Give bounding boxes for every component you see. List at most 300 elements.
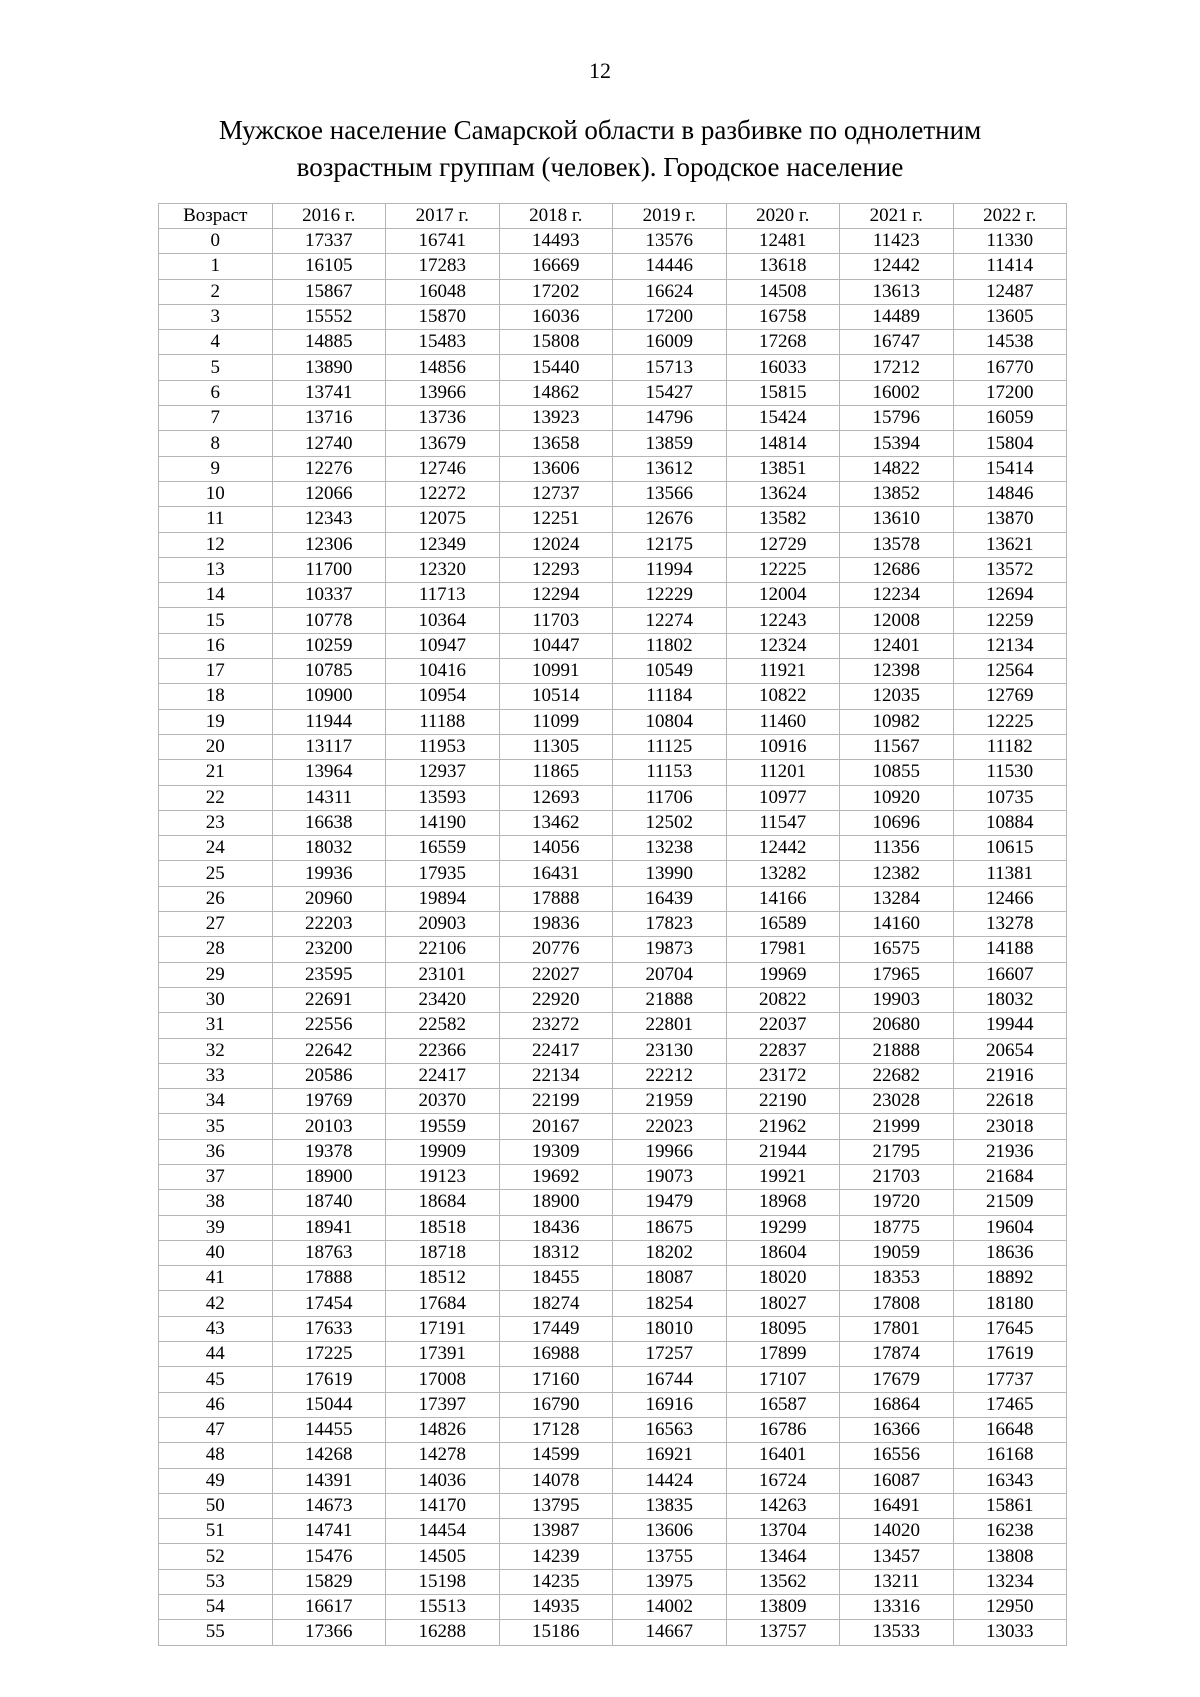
population-cell: 12134: [953, 633, 1067, 658]
population-cell: 17397: [386, 1392, 500, 1417]
population-cell: 13851: [726, 456, 840, 481]
population-cell: 17465: [953, 1392, 1067, 1417]
population-cell: 18087: [613, 1266, 727, 1291]
population-cell: 16036: [499, 304, 613, 329]
population-cell: 22203: [272, 912, 386, 937]
population-cell: 13624: [726, 481, 840, 506]
age-cell: 4: [159, 330, 273, 355]
population-cell: 12251: [499, 507, 613, 532]
age-cell: 53: [159, 1569, 273, 1594]
population-cell: 18775: [840, 1215, 954, 1240]
population-cell: 19720: [840, 1190, 954, 1215]
age-cell: 47: [159, 1417, 273, 1442]
population-cell: 14489: [840, 304, 954, 329]
table-row: [159, 279, 1067, 304]
population-cell: 17888: [499, 886, 613, 911]
table-row: [159, 1342, 1067, 1367]
population-cell: 14166: [726, 886, 840, 911]
population-cell: 19836: [499, 912, 613, 937]
population-cell: 12229: [613, 583, 727, 608]
population-cell: 10954: [386, 684, 500, 709]
age-cell: 11: [159, 507, 273, 532]
population-cell: 13606: [613, 1519, 727, 1544]
table-row: [159, 481, 1067, 506]
population-cell: 12740: [272, 431, 386, 456]
title-line-1: Мужское население Самарской области в разбивке по однолетним: [218, 115, 982, 145]
table-row: [159, 1215, 1067, 1240]
population-cell: 13578: [840, 532, 954, 557]
age-cell: 33: [159, 1063, 273, 1088]
population-cell: 12306: [272, 532, 386, 557]
population-cell: 13566: [613, 481, 727, 506]
population-cell: 15414: [953, 456, 1067, 481]
population-cell: 11567: [840, 734, 954, 759]
population-cell: 13582: [726, 507, 840, 532]
population-cell: 10920: [840, 785, 954, 810]
table-row: [159, 456, 1067, 481]
population-cell: 12481: [726, 229, 840, 254]
population-cell: 18900: [499, 1190, 613, 1215]
population-cell: 20776: [499, 937, 613, 962]
population-cell: 18636: [953, 1240, 1067, 1265]
table-row: [159, 1493, 1067, 1518]
table-body: [159, 229, 1067, 1646]
table-row: [159, 1240, 1067, 1265]
population-cell: 21684: [953, 1164, 1067, 1189]
table-row: [159, 1038, 1067, 1063]
population-cell: 16009: [613, 330, 727, 355]
table-row: [159, 962, 1067, 987]
population-cell: 21916: [953, 1063, 1067, 1088]
table-row: [159, 1569, 1067, 1594]
population-cell: 12466: [953, 886, 1067, 911]
age-cell: 51: [159, 1519, 273, 1544]
table-row: [159, 836, 1067, 861]
population-cell: 22106: [386, 937, 500, 962]
title-line-2: возрастным группам (человек). Городское население: [296, 152, 904, 182]
table-row: [159, 1544, 1067, 1569]
population-cell: 16288: [386, 1620, 500, 1645]
age-cell: 10: [159, 481, 273, 506]
population-cell: 21999: [840, 1114, 954, 1139]
population-cell: 12693: [499, 785, 613, 810]
population-cell: 18968: [726, 1190, 840, 1215]
age-cell: 6: [159, 380, 273, 405]
population-cell: 16439: [613, 886, 727, 911]
population-cell: 10549: [613, 659, 727, 684]
age-cell: 12: [159, 532, 273, 557]
age-cell: 32: [159, 1038, 273, 1063]
population-cell: 14239: [499, 1544, 613, 1569]
population-cell: 21888: [840, 1038, 954, 1063]
population-cell: 13316: [840, 1595, 954, 1620]
population-cell: 13923: [499, 406, 613, 431]
population-cell: 18027: [726, 1291, 840, 1316]
age-cell: 15: [159, 608, 273, 633]
table-row: [159, 1367, 1067, 1392]
population-cell: 14170: [386, 1493, 500, 1518]
age-cell: 16: [159, 633, 273, 658]
population-cell: 20586: [272, 1063, 386, 1088]
population-cell: 18032: [272, 836, 386, 861]
population-cell: 18254: [613, 1291, 727, 1316]
population-cell: 11802: [613, 633, 727, 658]
population-cell: 11182: [953, 734, 1067, 759]
population-cell: 14935: [499, 1595, 613, 1620]
population-cell: 18900: [272, 1164, 386, 1189]
table-row: [159, 1139, 1067, 1164]
population-cell: 16988: [499, 1342, 613, 1367]
age-cell: 40: [159, 1240, 273, 1265]
age-cell: 30: [159, 987, 273, 1012]
population-cell: 13990: [613, 861, 727, 886]
population-cell: 10855: [840, 760, 954, 785]
population-cell: 13741: [272, 380, 386, 405]
population-cell: 17008: [386, 1367, 500, 1392]
population-cell: 11125: [613, 734, 727, 759]
table-row: [159, 684, 1067, 709]
population-cell: 20370: [386, 1089, 500, 1114]
population-cell: 12293: [499, 557, 613, 582]
population-cell: 13757: [726, 1620, 840, 1645]
population-cell: 12398: [840, 659, 954, 684]
population-cell: 16556: [840, 1443, 954, 1468]
population-cell: 17212: [840, 355, 954, 380]
population-cell: 17619: [953, 1342, 1067, 1367]
population-cell: 19123: [386, 1164, 500, 1189]
population-cell: 13852: [840, 481, 954, 506]
population-cell: 16575: [840, 937, 954, 962]
population-cell: 12320: [386, 557, 500, 582]
population-cell: 16747: [840, 330, 954, 355]
population-cell: 22027: [499, 962, 613, 987]
age-cell: 28: [159, 937, 273, 962]
population-cell: 11921: [726, 659, 840, 684]
population-cell: 20654: [953, 1038, 1067, 1063]
population-cell: 20822: [726, 987, 840, 1012]
age-cell: 43: [159, 1316, 273, 1341]
population-cell: 12008: [840, 608, 954, 633]
population-cell: 22691: [272, 987, 386, 1012]
table-row: [159, 1417, 1067, 1442]
population-cell: 14446: [613, 254, 727, 279]
population-cell: 14538: [953, 330, 1067, 355]
population-cell: 16401: [726, 1443, 840, 1468]
population-cell: 13278: [953, 912, 1067, 937]
population-cell: 17823: [613, 912, 727, 937]
age-cell: 23: [159, 810, 273, 835]
population-cell: 16758: [726, 304, 840, 329]
population-cell: 22366: [386, 1038, 500, 1063]
population-cell: 23028: [840, 1089, 954, 1114]
population-cell: 14160: [840, 912, 954, 937]
population-cell: 17283: [386, 254, 500, 279]
population-cell: 12737: [499, 481, 613, 506]
population-cell: 13870: [953, 507, 1067, 532]
population-cell: 19378: [272, 1139, 386, 1164]
age-cell: 42: [159, 1291, 273, 1316]
table-row: [159, 1190, 1067, 1215]
population-cell: 11305: [499, 734, 613, 759]
population-cell: 17449: [499, 1316, 613, 1341]
column-header-age: Возраст: [159, 204, 273, 229]
population-cell: 17874: [840, 1342, 954, 1367]
population-cell: 16669: [499, 254, 613, 279]
age-cell: 50: [159, 1493, 273, 1518]
population-cell: 12175: [613, 532, 727, 557]
population-cell: 16724: [726, 1468, 840, 1493]
population-cell: 17202: [499, 279, 613, 304]
population-cell: 14036: [386, 1468, 500, 1493]
age-cell: 3: [159, 304, 273, 329]
population-cell: 18941: [272, 1215, 386, 1240]
age-cell: 1: [159, 254, 273, 279]
table-row: [159, 861, 1067, 886]
population-cell: 12502: [613, 810, 727, 835]
column-header-year: 2020 г.: [726, 204, 840, 229]
population-cell: 18020: [726, 1266, 840, 1291]
population-cell: 21795: [840, 1139, 954, 1164]
population-cell: 10884: [953, 810, 1067, 835]
population-cell: 13987: [499, 1519, 613, 1544]
population-cell: 14311: [272, 785, 386, 810]
population-cell: 15804: [953, 431, 1067, 456]
population-cell: 17633: [272, 1316, 386, 1341]
population-cell: 15427: [613, 380, 727, 405]
table-row: [159, 1089, 1067, 1114]
population-cell: 10364: [386, 608, 500, 633]
age-cell: 9: [159, 456, 273, 481]
table-row: [159, 937, 1067, 962]
population-cell: 13975: [613, 1569, 727, 1594]
population-cell: 22837: [726, 1038, 840, 1063]
population-cell: 10259: [272, 633, 386, 658]
population-cell: 22037: [726, 1013, 840, 1038]
age-cell: 27: [159, 912, 273, 937]
population-cell: 12401: [840, 633, 954, 658]
age-cell: 54: [159, 1595, 273, 1620]
population-cell: 10804: [613, 709, 727, 734]
population-cell: 16587: [726, 1392, 840, 1417]
population-cell: 11184: [613, 684, 727, 709]
population-cell: 16238: [953, 1519, 1067, 1544]
population-cell: 18512: [386, 1266, 500, 1291]
population-cell: 14235: [499, 1569, 613, 1594]
population-cell: 18095: [726, 1316, 840, 1341]
population-cell: 16431: [499, 861, 613, 886]
population-cell: 19903: [840, 987, 954, 1012]
population-cell: 12276: [272, 456, 386, 481]
population-cell: 17684: [386, 1291, 500, 1316]
population-cell: 10514: [499, 684, 613, 709]
population-cell: 12950: [953, 1595, 1067, 1620]
population-cell: 17808: [840, 1291, 954, 1316]
population-cell: 19873: [613, 937, 727, 962]
age-cell: 36: [159, 1139, 273, 1164]
age-cell: 24: [159, 836, 273, 861]
population-cell: 10982: [840, 709, 954, 734]
population-cell: 20167: [499, 1114, 613, 1139]
column-header-year: 2019 г.: [613, 204, 727, 229]
population-cell: 23200: [272, 937, 386, 962]
population-cell: 14822: [840, 456, 954, 481]
age-cell: 34: [159, 1089, 273, 1114]
population-cell: 12225: [953, 709, 1067, 734]
population-cell: 21509: [953, 1190, 1067, 1215]
population-cell: 12442: [726, 836, 840, 861]
population-cell: 13284: [840, 886, 954, 911]
population-cell: 10615: [953, 836, 1067, 861]
population-cell: 10778: [272, 608, 386, 633]
population-cell: 19604: [953, 1215, 1067, 1240]
population-cell: 12225: [726, 557, 840, 582]
table-row: [159, 1114, 1067, 1139]
population-cell: 10416: [386, 659, 500, 684]
age-cell: 20: [159, 734, 273, 759]
population-cell: 10822: [726, 684, 840, 709]
population-cell: 17935: [386, 861, 500, 886]
population-cell: 22556: [272, 1013, 386, 1038]
age-cell: 19: [159, 709, 273, 734]
population-cell: 10337: [272, 583, 386, 608]
population-cell: 13808: [953, 1544, 1067, 1569]
population-cell: 16059: [953, 406, 1067, 431]
population-cell: 14268: [272, 1443, 386, 1468]
population-cell: 15483: [386, 330, 500, 355]
population-cell: 15867: [272, 279, 386, 304]
population-cell: 17160: [499, 1367, 613, 1392]
age-cell: 46: [159, 1392, 273, 1417]
population-cell: 16638: [272, 810, 386, 835]
population-cell: 14673: [272, 1493, 386, 1518]
column-header-year: 2018 г.: [499, 204, 613, 229]
population-cell: 13809: [726, 1595, 840, 1620]
population-cell: 21944: [726, 1139, 840, 1164]
population-cell: 18202: [613, 1240, 727, 1265]
population-cell: 17191: [386, 1316, 500, 1341]
population-cell: 18740: [272, 1190, 386, 1215]
population-cell: 18684: [386, 1190, 500, 1215]
population-cell: 23272: [499, 1013, 613, 1038]
table-row: [159, 734, 1067, 759]
population-cell: 14667: [613, 1620, 727, 1645]
population-cell: 16770: [953, 355, 1067, 380]
table-row: [159, 1316, 1067, 1341]
population-cell: 15552: [272, 304, 386, 329]
population-cell: 13033: [953, 1620, 1067, 1645]
population-cell: 19921: [726, 1164, 840, 1189]
population-cell: 20960: [272, 886, 386, 911]
population-cell: 16087: [840, 1468, 954, 1493]
population-cell: 14455: [272, 1417, 386, 1442]
age-cell: 26: [159, 886, 273, 911]
population-cell: 13964: [272, 760, 386, 785]
age-cell: 2: [159, 279, 273, 304]
population-cell: 19944: [953, 1013, 1067, 1038]
population-cell: 18763: [272, 1240, 386, 1265]
population-cell: 22199: [499, 1089, 613, 1114]
population-cell: 12676: [613, 507, 727, 532]
population-cell: 19559: [386, 1114, 500, 1139]
age-cell: 55: [159, 1620, 273, 1645]
table-row: [159, 431, 1067, 456]
population-cell: 18604: [726, 1240, 840, 1265]
population-cell: 11381: [953, 861, 1067, 886]
table-row: [159, 785, 1067, 810]
population-cell: 14814: [726, 431, 840, 456]
age-cell: 7: [159, 406, 273, 431]
population-cell: 10916: [726, 734, 840, 759]
table-row: [159, 1468, 1067, 1493]
population-cell: 16624: [613, 279, 727, 304]
population-cell: 12035: [840, 684, 954, 709]
table-row: [159, 987, 1067, 1012]
population-cell: 16790: [499, 1392, 613, 1417]
population-cell: 11703: [499, 608, 613, 633]
population-cell: 12274: [613, 608, 727, 633]
population-cell: 13610: [840, 507, 954, 532]
column-header-year: 2017 г.: [386, 204, 500, 229]
population-cell: 13755: [613, 1544, 727, 1569]
table-row: [159, 1620, 1067, 1645]
page-title: [150, 112, 1050, 186]
population-cell: 14599: [499, 1443, 613, 1468]
population-cell: 15808: [499, 330, 613, 355]
population-cell: 13621: [953, 532, 1067, 557]
population-cell: 13835: [613, 1493, 727, 1518]
population-cell: 13618: [726, 254, 840, 279]
population-cell: 11953: [386, 734, 500, 759]
population-cell: 22642: [272, 1038, 386, 1063]
population-cell: 12004: [726, 583, 840, 608]
population-cell: 19479: [613, 1190, 727, 1215]
population-cell: 14796: [613, 406, 727, 431]
population-cell: 17899: [726, 1342, 840, 1367]
population-cell: 16002: [840, 380, 954, 405]
population-cell: 13613: [840, 279, 954, 304]
population-cell: 17888: [272, 1266, 386, 1291]
population-cell: 16744: [613, 1367, 727, 1392]
population-cell: 19299: [726, 1215, 840, 1240]
table-row: [159, 1291, 1067, 1316]
population-cell: 21703: [840, 1164, 954, 1189]
population-cell: 22023: [613, 1114, 727, 1139]
population-cell: 14454: [386, 1519, 500, 1544]
population-cell: 18180: [953, 1291, 1067, 1316]
population-cell: 13605: [953, 304, 1067, 329]
table-row: [159, 1266, 1067, 1291]
population-cell: 11713: [386, 583, 500, 608]
population-cell: 14020: [840, 1519, 954, 1544]
population-cell: 12769: [953, 684, 1067, 709]
population-cell: 12487: [953, 279, 1067, 304]
population-cell: 16617: [272, 1595, 386, 1620]
population-cell: 14424: [613, 1468, 727, 1493]
population-cell: 15044: [272, 1392, 386, 1417]
population-cell: 21962: [726, 1114, 840, 1139]
population-cell: 14190: [386, 810, 500, 835]
population-cell: 14505: [386, 1544, 500, 1569]
table-row: [159, 709, 1067, 734]
population-cell: 13282: [726, 861, 840, 886]
population-cell: 17268: [726, 330, 840, 355]
population-cell: 16563: [613, 1417, 727, 1442]
population-cell: 11188: [386, 709, 500, 734]
population-cell: 11414: [953, 254, 1067, 279]
table-row: [159, 1392, 1067, 1417]
age-cell: 49: [159, 1468, 273, 1493]
population-cell: 13716: [272, 406, 386, 431]
